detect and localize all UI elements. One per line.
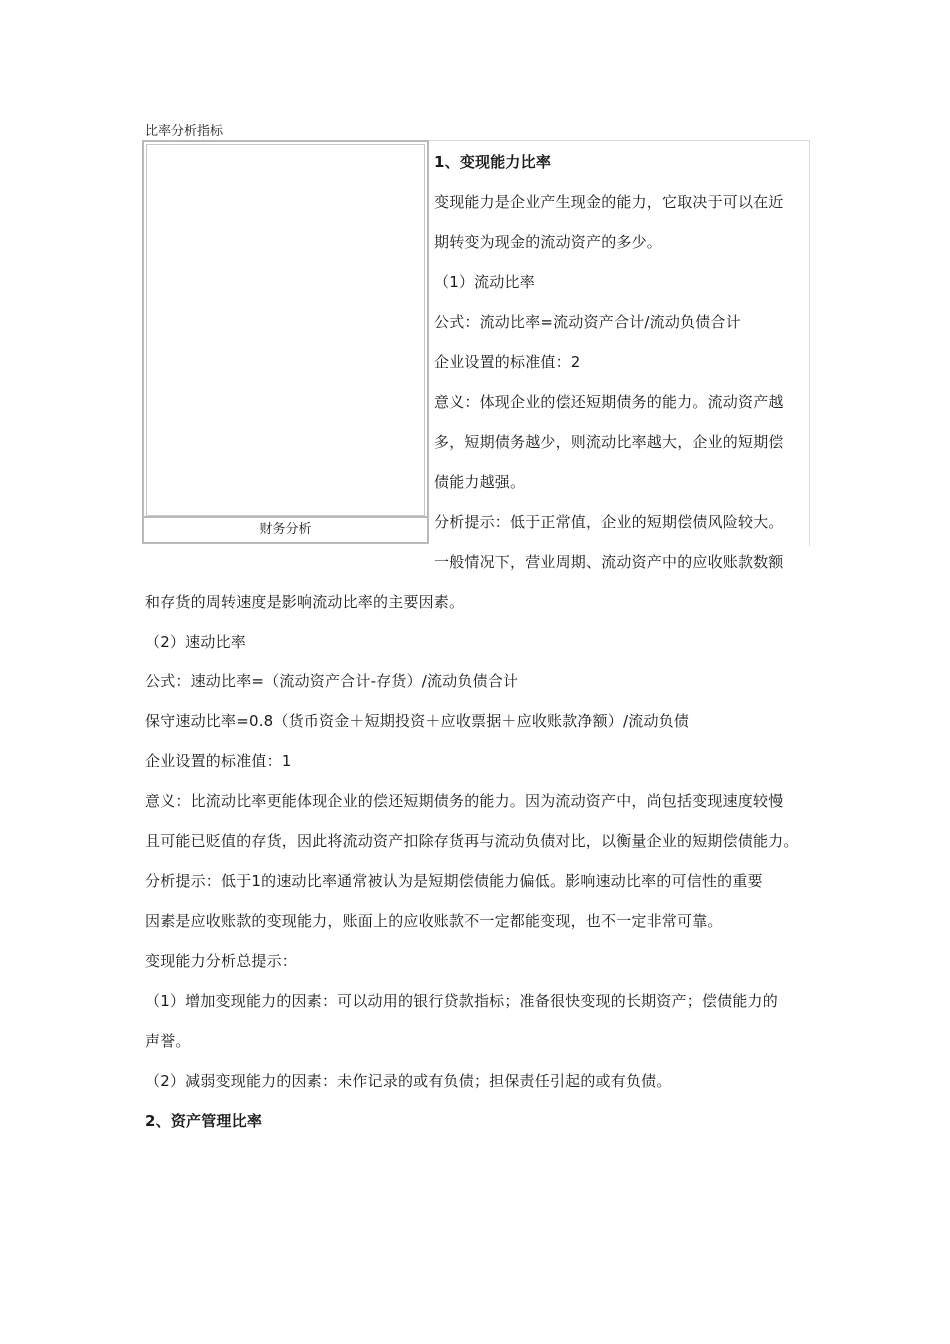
page-title: 比率分析指标 — [145, 124, 224, 139]
text-line-a2b: 因素是应收账款的变现能力，账面上的应收账款不一定都能变现，也不一定非常可靠。 — [145, 912, 723, 930]
text-line-m1b: 多，短期债务越少，则流动比率越大，企业的短期偿 — [434, 433, 784, 451]
text-line-sum1b: 声誉。 — [145, 1032, 191, 1050]
text-line-std2: 企业设置的标准值：1 — [145, 752, 292, 770]
text-line-s1: （1）流动比率 — [434, 273, 535, 291]
text-line-h1: 1、变现能力比率 — [434, 153, 552, 171]
text-line-a1a: 分析提示：低于正常值，企业的短期偿债风险较大。 — [434, 513, 784, 531]
image-area — [146, 144, 425, 516]
text-line-m2b: 且可能已贬值的存货，因此将流动资产扣除存货再与流动负债对比，以衡量企业的短期偿债能力。 — [145, 832, 799, 850]
text-line-sum2: （2）减弱变现能力的因素：未作记录的或有负债；担保责任引起的或有负债。 — [145, 1072, 672, 1090]
table-border-top — [429, 140, 810, 141]
text-line-a1b: 一般情况下，营业周期、流动资产中的应收账款数额 — [434, 553, 784, 571]
text-line-f2: 公式：速动比率=（流动资产合计-存货）/流动负债合计 — [145, 672, 519, 690]
text-line-m1a: 意义：体现企业的偿还短期债务的能力。流动资产越 — [434, 393, 784, 411]
text-line-a2a: 分析提示：低于1的速动比率通常被认为是短期偿债能力偏低。影响速动比率的可信性的重要 — [145, 872, 763, 890]
table-border-right — [809, 140, 810, 546]
text-line-s2: （2）速动比率 — [145, 633, 246, 651]
text-line-sum1a: （1）增加变现能力的因素：可以动用的银行贷款指标；准备很快变现的长期资产；偿债能力的 — [145, 992, 778, 1010]
text-line-p1b: 期转变为现金的流动资产的多少。 — [434, 233, 663, 251]
text-line-m1c: 债能力越强。 — [434, 473, 526, 491]
text-line-h2: 2、资产管理比率 — [145, 1112, 263, 1130]
text-line-m2a: 意义：比流动比率更能体现企业的偿还短期债务的能力。因为流动资产中，尚包括变现速度较慢 — [145, 792, 784, 810]
text-line-f1: 公式：流动比率=流动资产合计/流动负债合计 — [434, 313, 741, 331]
text-line-sum: 变现能力分析总提示： — [145, 952, 298, 970]
text-line-f2b: 保守速动比率=0.8（货币资金＋短期投资＋应收票据＋应收账款净额）/流动负债 — [145, 712, 690, 730]
image-placeholder-box — [142, 140, 429, 544]
text-line-p1a: 变现能力是企业产生现金的能力，它取决于可以在近 — [434, 193, 784, 211]
text-line-a1c: 和存货的周转速度是影响流动比率的主要因素。 — [145, 593, 465, 611]
text-line-std1: 企业设置的标准值：2 — [434, 353, 581, 371]
box-caption: 财务分析 — [144, 516, 427, 542]
